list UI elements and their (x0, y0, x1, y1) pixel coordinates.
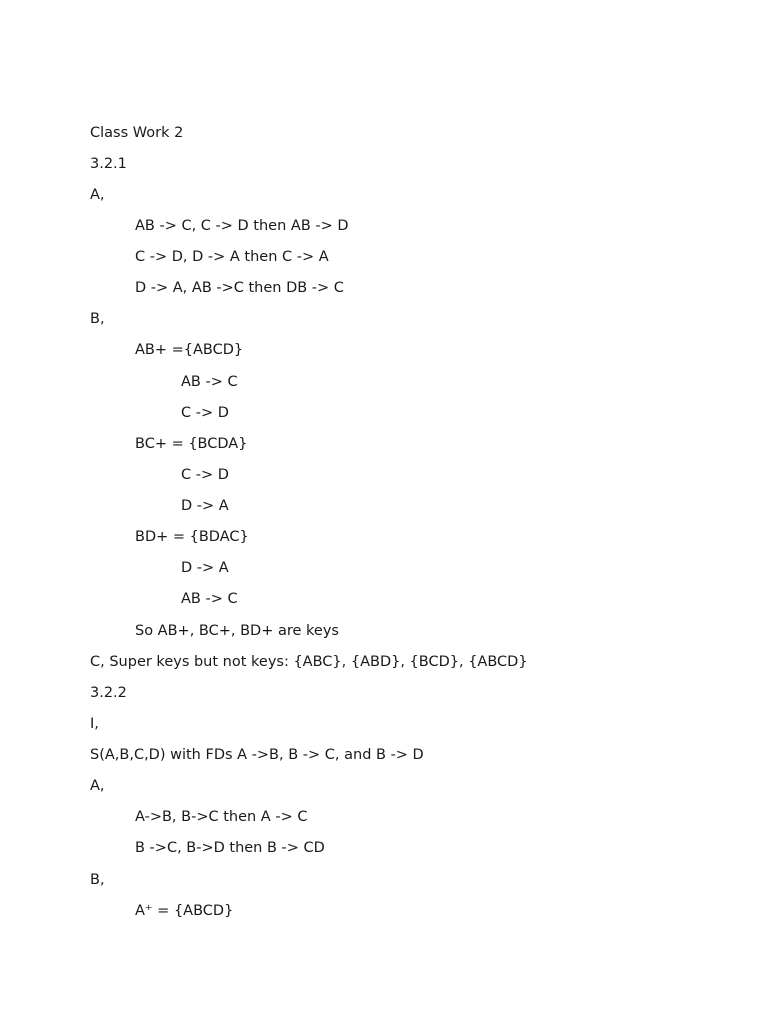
text-line: So AB+, BC+, BD+ are keys (135, 623, 339, 639)
text-line: AB+ ={ABCD} (135, 342, 244, 358)
text-line: A->B, B->C then A -> C (135, 809, 308, 825)
text-line: B ->C, B->D then B -> CD (135, 840, 325, 856)
text-line: S(A,B,C,D) with FDs A ->B, B -> C, and B -> D (90, 747, 424, 763)
text-line: AB -> C (181, 374, 238, 390)
text-line: BC+ = {BCDA} (135, 436, 248, 452)
text-line: C -> D (181, 405, 229, 421)
text-line: D -> A (181, 560, 229, 576)
text-line: BD+ = {BDAC} (135, 529, 249, 545)
text-line: AB -> C (181, 591, 238, 607)
text-line: C -> D, D -> A then C -> A (135, 249, 329, 265)
part-label: A, (90, 187, 105, 203)
document-title: Class Work 2 (90, 125, 184, 141)
part-label: B, (90, 311, 105, 327)
text-line: C -> D (181, 467, 229, 483)
text-line: AB -> C, C -> D then AB -> D (135, 218, 349, 234)
text-line: C, Super keys but not keys: {ABC}, {ABD}, {BCD}, {ABCD} (90, 654, 528, 670)
part-label: B, (90, 872, 105, 888)
part-label: A, (90, 778, 105, 794)
section-heading: 3.2.2 (90, 685, 127, 701)
text-line: D -> A, AB ->C then DB -> C (135, 280, 344, 296)
text-line: D -> A (181, 498, 229, 514)
section-heading: 3.2.1 (90, 156, 127, 172)
text-line: A⁺ = {ABCD} (135, 903, 234, 919)
part-label: I, (90, 716, 99, 732)
